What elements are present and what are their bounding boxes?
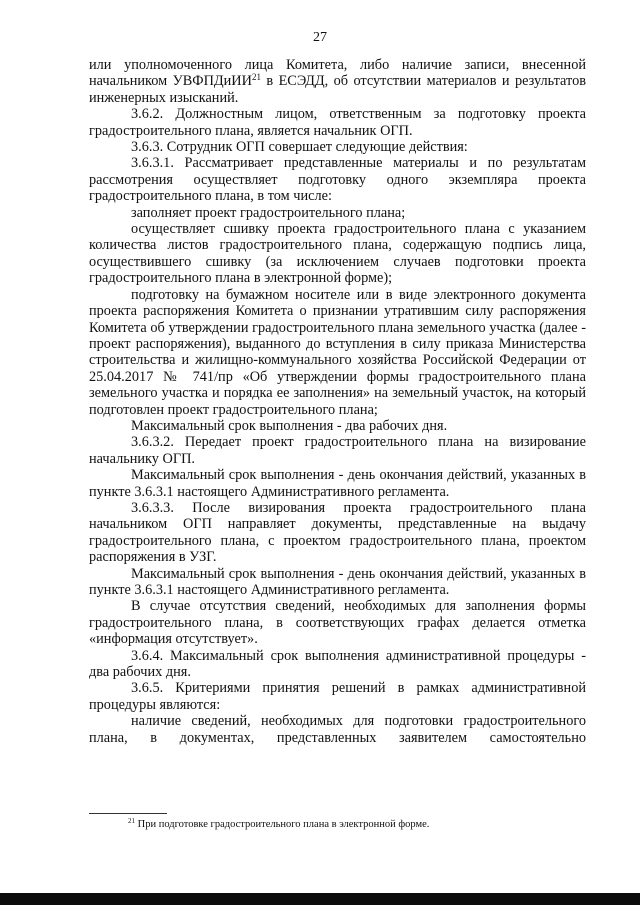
footnote-separator	[89, 813, 167, 814]
paragraph	[89, 680, 586, 713]
paragraph-text: 3.6.3.2. Передает проект градостроительного плана на визирование начальнику ОГП.	[89, 434, 586, 467]
paragraph	[89, 713, 586, 746]
footnote-reference: 21	[251, 72, 261, 83]
paragraph-text: 3.6.4. Максимальный срок выполнения административной процедуры - два рабочих дня.	[89, 647, 586, 681]
paragraph	[89, 566, 586, 599]
paragraph	[89, 434, 586, 467]
paragraph	[89, 155, 586, 204]
paragraph-text: осуществляет сшивку проекта градостроительного плана с указанием количества листов градостроительного плана, содержащую подпись лица, осуществившего сшивку (за исключением случаев подготовки проекта градостроительного плана в электронной форме);	[89, 221, 586, 287]
footnote	[128, 818, 588, 831]
paragraph-text: 3.6.3.3. После визирования проекта градостроительного плана начальником ОГП направляет документы, представленные на выдачу градостроительного плана, с проектом градостроительного плана, проектом распоряжения в УЗГ.	[89, 499, 586, 566]
paragraph-text-continued: в ЕСЭДД, об отсутствии материалов и результатов инженерных изысканий.	[89, 73, 586, 106]
footnote-text: При подготовке градостроительного плана в электронной форме.	[135, 819, 430, 830]
paragraph	[89, 648, 586, 681]
paragraph-text: Максимальный срок выполнения - два рабочих дня.	[131, 417, 448, 434]
paragraph-text: 3.6.3.1. Рассматривает представленные материалы и по результатам рассмотрения осуществляет подготовку одного экземпляра проекта градостроительного плана, в том числе:	[89, 155, 586, 205]
paragraph-text: наличие сведений, необходимых для подготовки градостроительного плана, в документах, представленных заявителем самостоятельно	[89, 713, 586, 746]
paragraph	[89, 106, 586, 139]
paragraph-text: заполняет проект градостроительного плана;	[131, 204, 406, 221]
paragraph	[89, 598, 586, 647]
scan-bottom-edge	[0, 893, 640, 905]
paragraph-text: 3.6.2. Должностным лицом, ответственным за подготовку проекта градостроительного плана, является начальник ОГП.	[89, 106, 586, 139]
document-body	[89, 57, 586, 746]
paragraph-text: Максимальный срок выполнения - день окончания действий, указанных в пункте 3.6.3.1 настоящего Административного регламента.	[89, 467, 586, 500]
paragraph-text: 3.6.5. Критериями принятия решений в рамках административной процедуры являются:	[89, 680, 586, 713]
paragraph	[89, 139, 586, 155]
paragraph-text: Максимальный срок выполнения - день окончания действий, указанных в пункте 3.6.3.1 настоящего Административного регламента.	[89, 565, 586, 598]
page-number: 27	[313, 30, 327, 45]
paragraph-text: 3.6.3. Сотрудник ОГП совершает следующие действия:	[131, 139, 468, 156]
paragraph	[89, 205, 586, 221]
paragraph	[89, 287, 586, 418]
footnote-mark: 21	[128, 817, 135, 825]
paragraph-text: подготовку на бумажном носителе или в виде электронного документа проекта распоряжения Комитета о признании утратившим силу распоряжения Комитета об утверждении градостроительного плана земельного участка (далее - проект распоряжения), выданного до вступления в силу приказа Министерства строительства и жилищно-коммунального хозяйства Российской Федерации от 25.04.2017 № 741/пр «Об утверждении формы градостроительного плана земельного участка и порядка ее заполнения» на земельный участок, на который подготовлен проект градостроительного плана;	[89, 286, 586, 418]
paragraph	[89, 500, 586, 566]
paragraph-text: или уполномоченного лица Комитета, либо наличие записи, внесенной начальником УВФПДиИИ	[89, 57, 586, 90]
paragraph-text: В случае отсутствия сведений, необходимых для заполнения формы градостроительного плана, в соответствующих графах делается отметка «информация отсутствует».	[89, 598, 586, 648]
paragraph	[89, 418, 586, 434]
paragraph	[89, 221, 586, 287]
paragraph	[89, 467, 586, 500]
paragraph	[89, 57, 586, 106]
